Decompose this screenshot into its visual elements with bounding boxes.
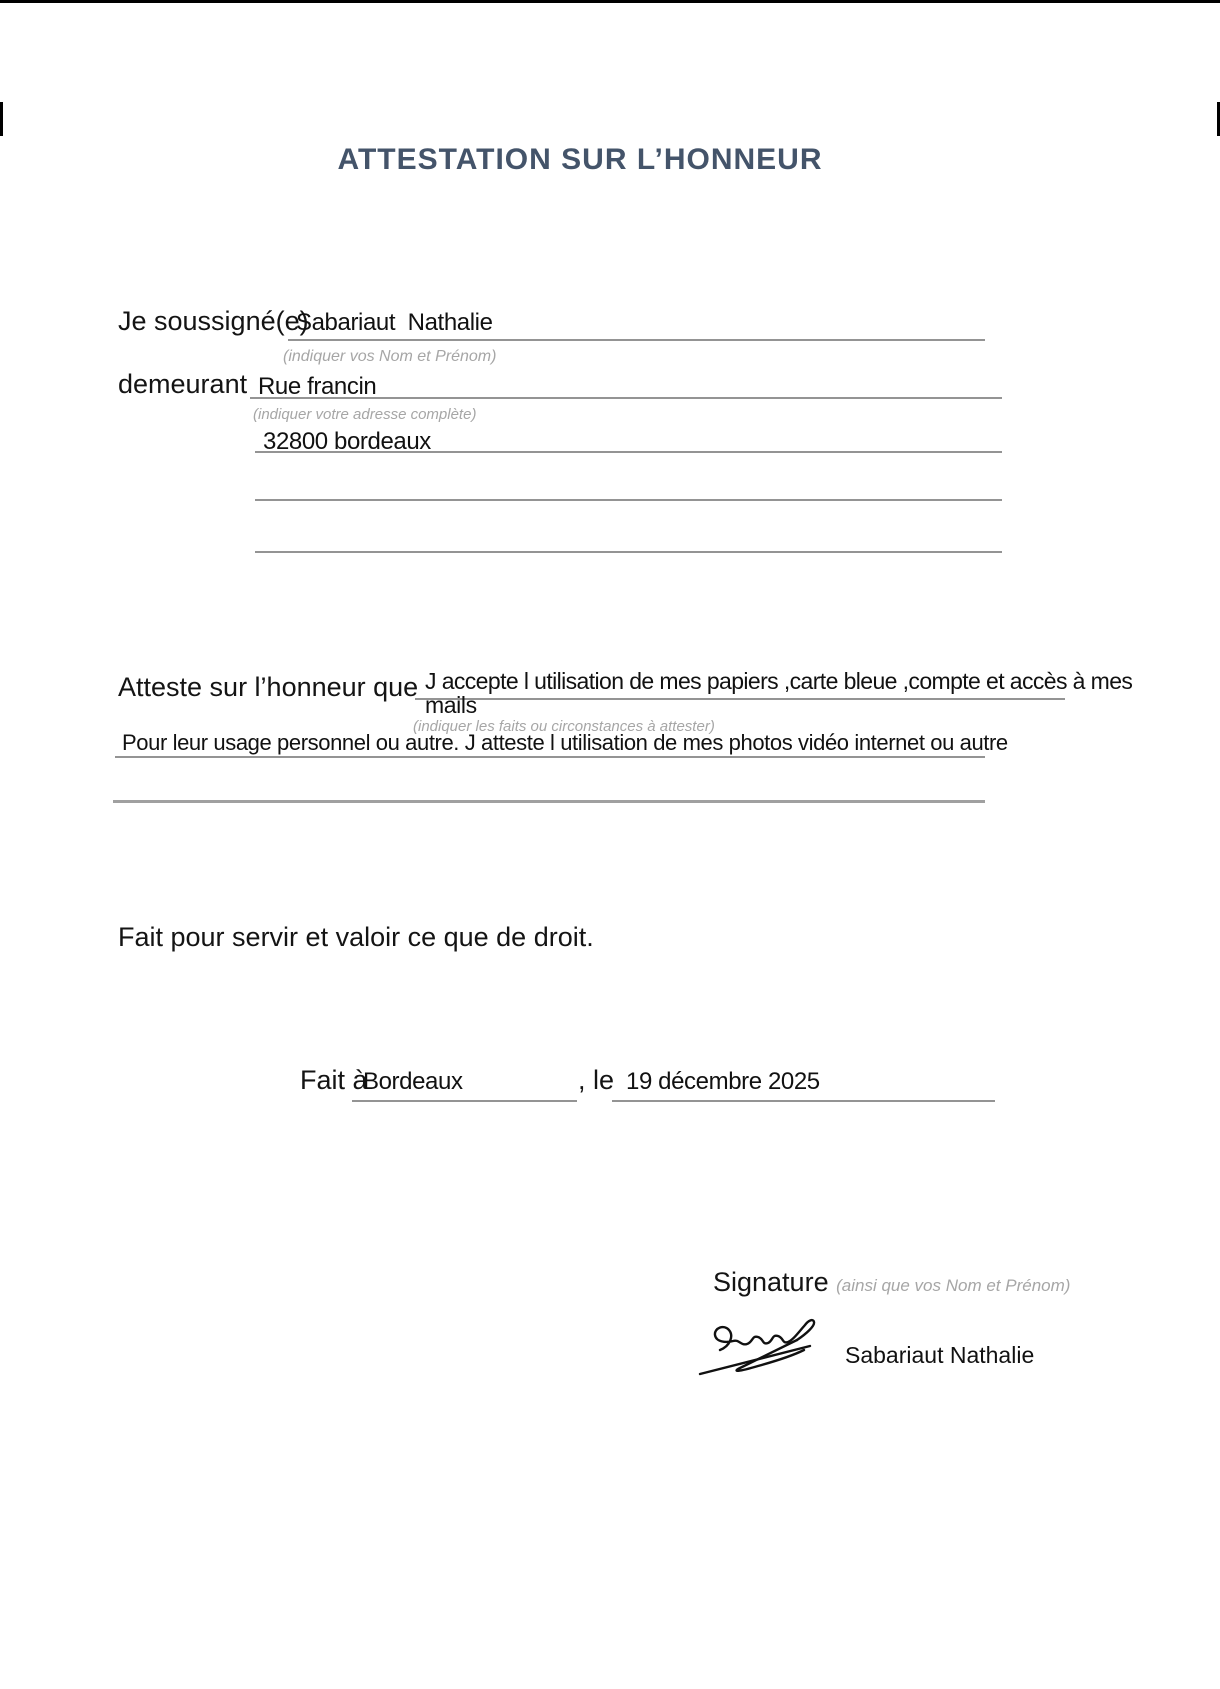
atteste-fill-line-2 — [115, 756, 985, 758]
signature-label — [713, 1267, 1070, 1298]
name-value: Sabariaut Nathalie — [296, 309, 493, 336]
atteste-value-line1: J accepte l utilisation de mes papiers ,carte bleue ,compte et accès à mes — [425, 668, 1133, 694]
signature-label-text: Signature — [713, 1267, 829, 1297]
atteste-value-line2: mails — [425, 692, 477, 718]
signature-hint: (ainsi que vos Nom et Prénom) — [836, 1276, 1071, 1295]
atteste-blank-line — [113, 800, 985, 803]
atteste-label: Atteste sur l’honneur que — [118, 672, 419, 702]
name-hint: (indiquer vos Nom et Prénom) — [283, 348, 497, 365]
document-title: ATTESTATION SUR L’HONNEUR — [337, 143, 823, 176]
fait-a-label: Fait à — [300, 1065, 368, 1095]
place-fill-line — [352, 1100, 577, 1102]
date-value: 19 décembre 2025 — [626, 1068, 820, 1095]
address-fill-line-2 — [255, 451, 1002, 453]
soussigne-label: Je soussigné(e) — [118, 306, 309, 336]
address-blank-line-1 — [255, 499, 1002, 501]
name-fill-line — [288, 339, 985, 341]
closing-statement: Fait pour servir et valoir ce que de droit. — [118, 922, 594, 952]
address-blank-line-2 — [255, 551, 1002, 553]
page-left-edge-mark — [0, 102, 3, 136]
address-hint: (indiquer votre adresse complète) — [253, 406, 477, 423]
atteste-fill-line-1 — [415, 698, 1065, 700]
date-fill-line — [612, 1100, 995, 1102]
demeurant-label: demeurant — [118, 369, 248, 399]
signature-typed-name: Sabariaut Nathalie — [845, 1342, 1035, 1368]
atteste-value-line3: Pour leur usage personnel ou autre. J atteste l utilisation de mes photos vidéo internet ou autre — [122, 730, 1008, 755]
le-label: , le — [578, 1065, 615, 1095]
atteste-hint: (indiquer les faits ou circonstances à attester) — [413, 718, 715, 735]
address-fill-line — [250, 397, 1002, 399]
page-top-border — [0, 0, 1220, 3]
handwritten-signature — [692, 1316, 832, 1382]
place-value: Bordeaux — [363, 1068, 463, 1095]
address-value: Rue francin — [258, 373, 377, 400]
address-line2-value: 32800 bordeaux — [263, 428, 431, 455]
